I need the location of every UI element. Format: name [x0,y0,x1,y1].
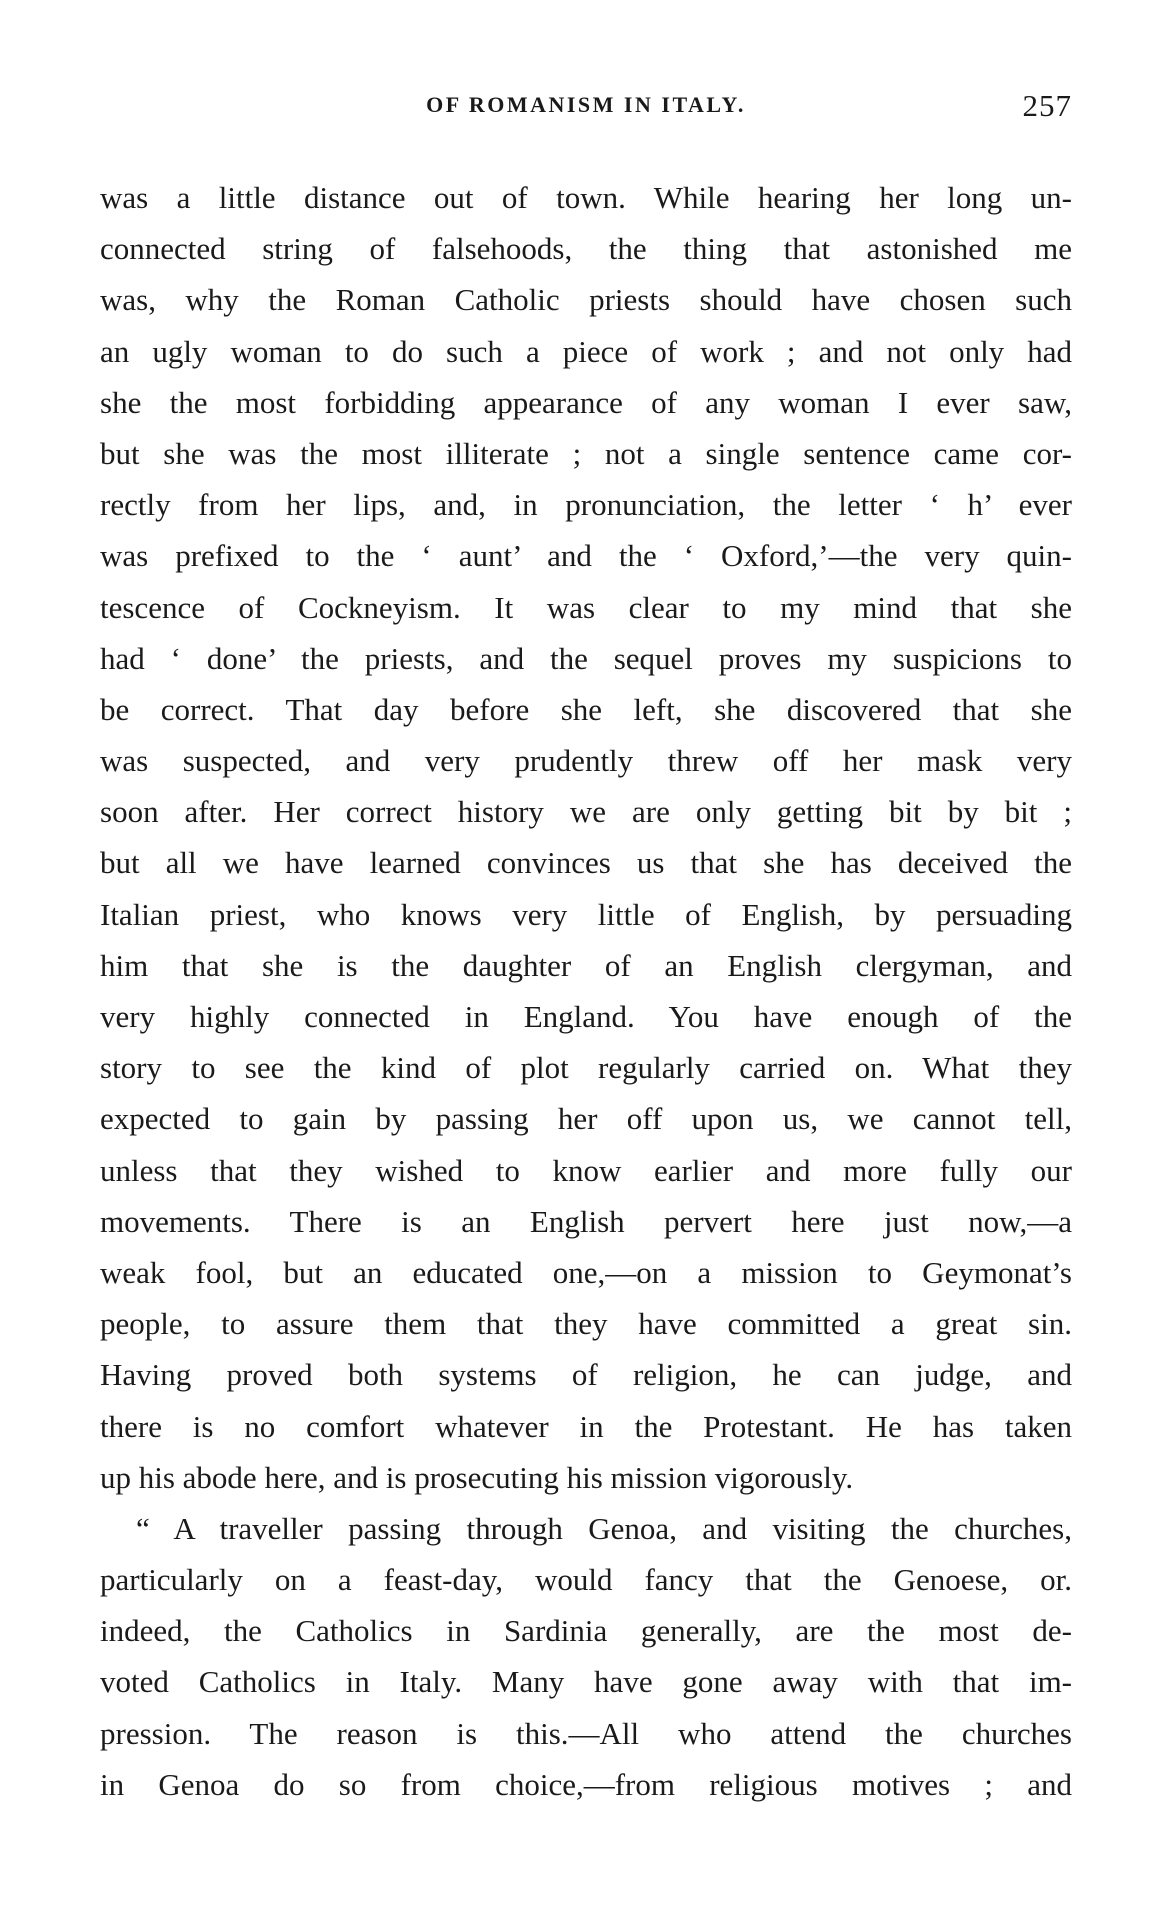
text-line: she the most forbidding appearance of any woman I ever saw, [100,384,1072,420]
text-line: voted Catholics in Italy. Many have gone away with that im- [100,1664,1072,1700]
text-line: there is no comfort whatever in the Protestant. He has taken [100,1408,1072,1444]
text-line: weak fool, but an educated one,—on a mission to Geymonat’s [100,1254,1072,1290]
text-line: Italian priest, who knows very little of English, by persuading [100,896,1072,932]
text-line: was a little distance out of town. While hearing her long un- [100,180,1072,215]
running-head [100,88,1072,132]
text-line: unless that they wished to know earlier and more fully our [100,1152,1072,1188]
text-line: pression. The reason is this.—All who attend the churches [100,1715,1072,1751]
text-line: Having proved both systems of religion, he can judge, and [100,1357,1072,1393]
text-line: tescence of Cockneyism. It was clear to my mind that she [100,589,1072,625]
paragraph-2 [100,1503,1072,1810]
text-line: movements. There is an English pervert here just now,—a [100,1203,1072,1239]
text-line: expected to gain by passing her off upon us, we cannot tell, [100,1101,1072,1137]
text-line: soon after. Her correct history we are only getting bit by bit ; [100,794,1072,830]
text-line: story to see the kind of plot regularly carried on. What they [100,1050,1072,1086]
text-line: people, to assure them that they have committed a great sin. [100,1306,1072,1342]
text-line: “ A traveller passing through Genoa, and visiting the churches, [136,1510,1072,1546]
text-line: was prefixed to the ‘ aunt’ and the ‘ Oxford,’—the very quin- [100,538,1072,574]
text-line: but she was the most illiterate ; not a single sentence came cor- [100,435,1072,471]
text-line: particularly on a feast-day, would fancy that the Genoese, or. [100,1562,1072,1598]
text-line: him that she is the daughter of an English clergyman, and [100,947,1072,983]
text-line: be correct. That day before she left, she discovered that she [100,691,1072,727]
text-line: very highly connected in England. You have enough of the [100,999,1072,1034]
text-line: up his abode here, and is prosecuting his mission vigorously. [100,1459,854,1495]
text-line: indeed, the Catholics in Sardinia generally, are the most de- [100,1613,1072,1649]
text-line: in Genoa do so from choice,—from religious motives ; and [100,1766,1072,1802]
text-line: an ugly woman to do such a piece of work ; and not only had [100,333,1072,369]
text-line: but all we have learned convinces us that she has deceived the [100,845,1072,881]
text-line: connected string of falsehoods, the thing that astonished me [100,231,1072,267]
text-line: had ‘ done’ the priests, and the sequel proves my suspicions to [100,640,1072,676]
text-line: rectly from her lips, and, in pronunciation, the letter ‘ h’ ever [100,487,1072,523]
text-line: was, why the Roman Catholic priests should have chosen such [100,282,1072,318]
paragraph-1 [100,172,1072,1503]
running-title: OF ROMANISM IN ITALY. [426,92,746,117]
body-text [100,172,1072,1810]
page-number: 257 [1022,88,1072,123]
text-line: was suspected, and very prudently threw off her mask very [100,743,1072,779]
